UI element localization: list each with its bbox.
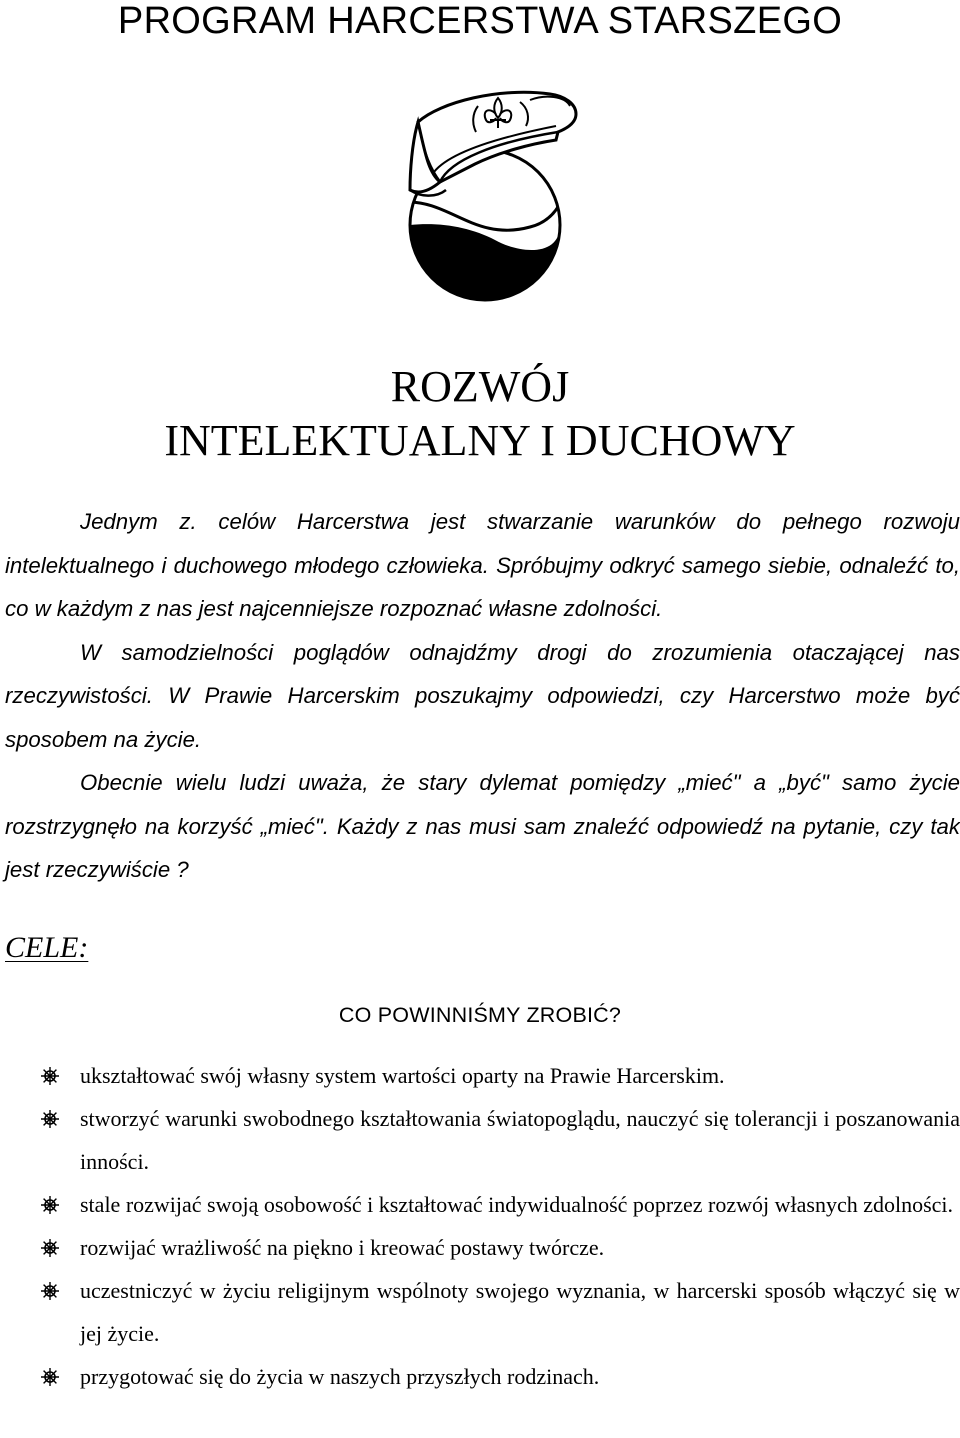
goals-question: CO POWINNIŚMY ZROBIĆ? [338,1003,622,1027]
list-item [40,1054,960,1097]
ship-wheel-icon [40,1109,60,1129]
ship-wheel-icon [40,1238,60,1258]
intro-paragraph: Jednym z. celów Harcerstwa jest stwarzanie warunków do pełnego rozwoju intelektualnego i duchowego młodego człowieka. Spróbujmy odkryć samego siebie, odnaleźć to, co w każdym z nas jest najcenniejsze rozpoznać własne zdolności. [5,509,960,621]
ship-wheel-icon [40,1195,60,1215]
intro-text [5,500,960,892]
list-item [40,1183,960,1226]
ship-wheel-icon [40,1281,60,1301]
scout-cap-yin-yang-logo [380,82,590,302]
goal-text: uczestniczyć w życiu religijnym wspólnoty swojego wyznania, w harcerski sposób włączyć się w jej życie. [80,1278,960,1346]
goal-text: rozwijać wrażliwość na piękno i kreować postawy twórcze. [80,1235,605,1260]
list-item [40,1269,960,1355]
intro-paragraph: Obecnie wielu ludzi uważa, że stary dylemat pomiędzy „mieć" a „być" samo życie rozstrzygnęło na korzyść „mieć". Każdy z nas musi sam znaleźć odpowiedź na pytanie, czy tak jest rzeczywiście ? [5,770,960,882]
section-title-line1: ROZWÓJ [390,362,570,411]
goals-list [40,1054,960,1398]
ship-wheel-icon [40,1367,60,1387]
goals-heading: CELE: [5,931,89,964]
list-item [40,1355,960,1398]
list-item [40,1097,960,1183]
list-item [40,1226,960,1269]
section-title-line2: INTELEKTUALNY I DUCHOWY [164,416,796,465]
page-title: PROGRAM HARCERSTWA STARSZEGO [117,0,843,42]
goal-text: stworzyć warunki swobodnego kształtowania światopoglądu, nauczyć się tolerancji i poszanowania inności. [80,1106,960,1174]
goal-text: przygotować się do życia w naszych przyszłych rodzinach. [80,1364,600,1389]
ship-wheel-icon [40,1066,60,1086]
goal-text: stale rozwijać swoją osobowość i kształtować indywidualność poprzez rozwój własnych zdolności. [80,1192,954,1217]
goal-text: ukształtować swój własny system wartości oparty na Prawie Harcerskim. [80,1063,725,1088]
intro-paragraph: W samodzielności poglądów odnajdźmy drogi do zrozumienia otaczającej nas rzeczywistości. W Prawie Harcerskim poszukajmy odpowiedzi, czy Harcerstwo może być sposobem na życie. [5,639,960,752]
